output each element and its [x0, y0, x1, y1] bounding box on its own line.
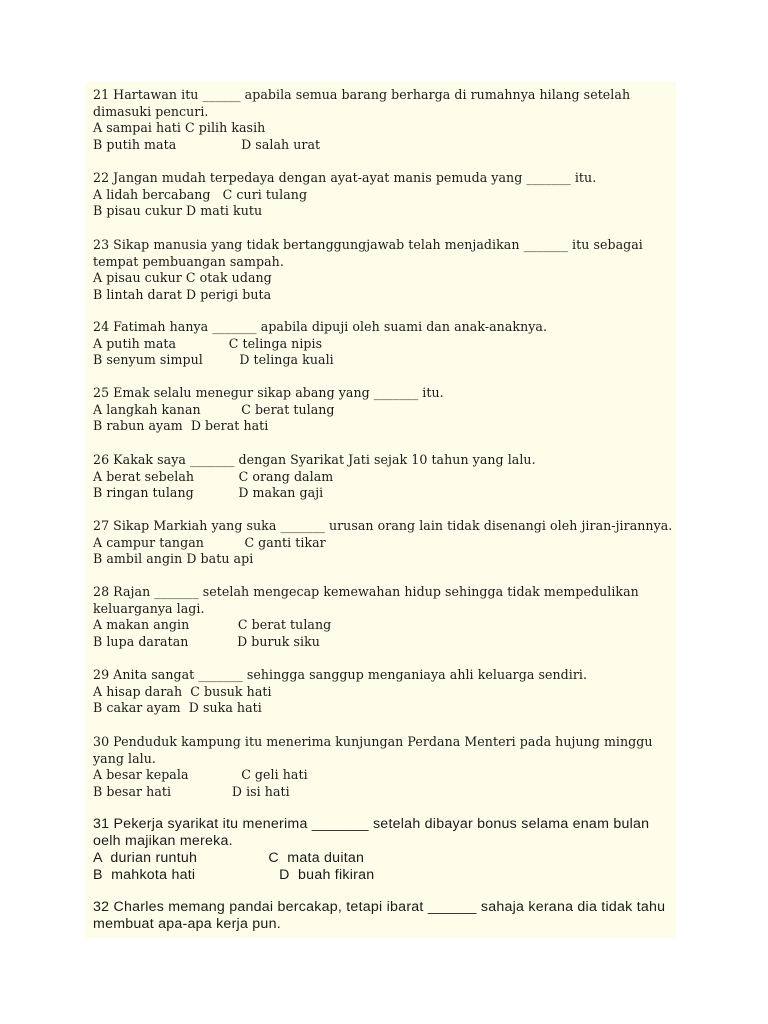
question-23 — [93, 237, 677, 303]
question-29 — [93, 667, 677, 717]
option-row-2: B lupa daratan D buruk siku — [93, 633, 320, 649]
question-31 — [93, 816, 677, 884]
question-stem: 22 Jangan mudah terpedaya dengan ayat-ayat manis pemuda yang _______ itu. — [93, 170, 597, 185]
question-stem: 21 Hartawan itu ______ apabila semua barang berharga di rumahnya hilang setelah dimasuki pencuri. — [93, 87, 631, 119]
question-28 — [93, 584, 677, 650]
question-stem: 28 Rajan _______ setelah mengecap kemewahan hidup sehingga tidak mempedulikan keluarganya lagi. — [93, 584, 639, 616]
option-row-1: A besar kepala C geli hati — [93, 767, 308, 782]
question-stem: 25 Emak selalu menegur sikap abang yang _______ itu. — [93, 385, 444, 400]
question-22 — [93, 170, 677, 220]
question-24 — [93, 319, 677, 369]
option-row-2: B rabun ayam D berat hati — [93, 418, 269, 433]
question-30 — [93, 734, 677, 800]
option-row-1: A langkah kanan C berat tulang — [93, 401, 335, 417]
option-row-1: A hisap darah C busuk hati — [93, 683, 272, 699]
question-stem: 31 Pekerja syarikat itu menerima _______ setelah dibayar bonus selama enam bulan oelh majikan mereka. — [93, 816, 650, 849]
question-25 — [93, 385, 677, 435]
option-row-2: B senyum simpul D telinga kuali — [93, 352, 334, 367]
option-row-2: B putih mata D salah urat — [93, 136, 321, 152]
option-row-2: B ringan tulang D makan gaji — [93, 485, 324, 500]
worksheet-page — [86, 82, 676, 938]
option-row-2: B lintah darat D perigi buta — [93, 286, 272, 302]
option-row-1: A berat sebelah C orang dalam — [93, 468, 334, 484]
option-row-2: B ambil angin D batu api — [93, 551, 254, 566]
option-row-1: A pisau cukur C otak udang — [93, 270, 272, 285]
question-32 — [93, 899, 677, 933]
question-21 — [93, 87, 677, 153]
question-stem: 26 Kakak saya _______ dengan Syarikat Jati sejak 10 tahun yang lalu. — [93, 452, 536, 467]
question-stem: 32 Charles memang pandai bercakap, tetapi ibarat ______ sahaja kerana dia tidak tahu membuat apa-apa kerja pun. — [93, 899, 666, 932]
option-row-2: B besar hati D isi hati — [93, 783, 290, 799]
question-stem: 27 Sikap Markiah yang suka _______ urusan orang lain tidak disenangi oleh jiran-jirannya. — [93, 518, 673, 533]
option-row-1: A lidah bercabang C curi tulang — [93, 186, 308, 202]
option-row-2: B cakar ayam D suka hati — [93, 700, 262, 715]
question-26 — [93, 452, 677, 502]
option-row-2: B mahkota hati D buah fikiran — [93, 867, 375, 883]
question-stem: 30 Penduduk kampung itu menerima kunjungan Perdana Menteri pada hujung minggu yang lalu. — [93, 734, 653, 766]
option-row-1: A putih mata C telinga nipis — [93, 335, 323, 351]
option-row-1: A makan angin C berat tulang — [93, 617, 332, 632]
option-row-1: A campur tangan C ganti tikar — [93, 534, 326, 550]
question-stem: 24 Fatimah hanya _______ apabila dipuji oleh suami dan anak-anaknya. — [93, 319, 548, 334]
option-row-2: B pisau cukur D mati kutu — [93, 203, 263, 218]
option-row-1: A sampai hati C pilih kasih — [93, 120, 266, 135]
question-stem: 29 Anita sangat _______ sehingga sanggup menganiaya ahli keluarga sendiri. — [93, 667, 588, 682]
question-stem: 23 Sikap manusia yang tidak bertanggungjawab telah menjadikan _______ itu sebagai tempat pembuangan sampah. — [93, 237, 643, 269]
option-row-1: A durian runtuh C mata duitan — [93, 850, 365, 866]
question-27 — [93, 518, 677, 568]
